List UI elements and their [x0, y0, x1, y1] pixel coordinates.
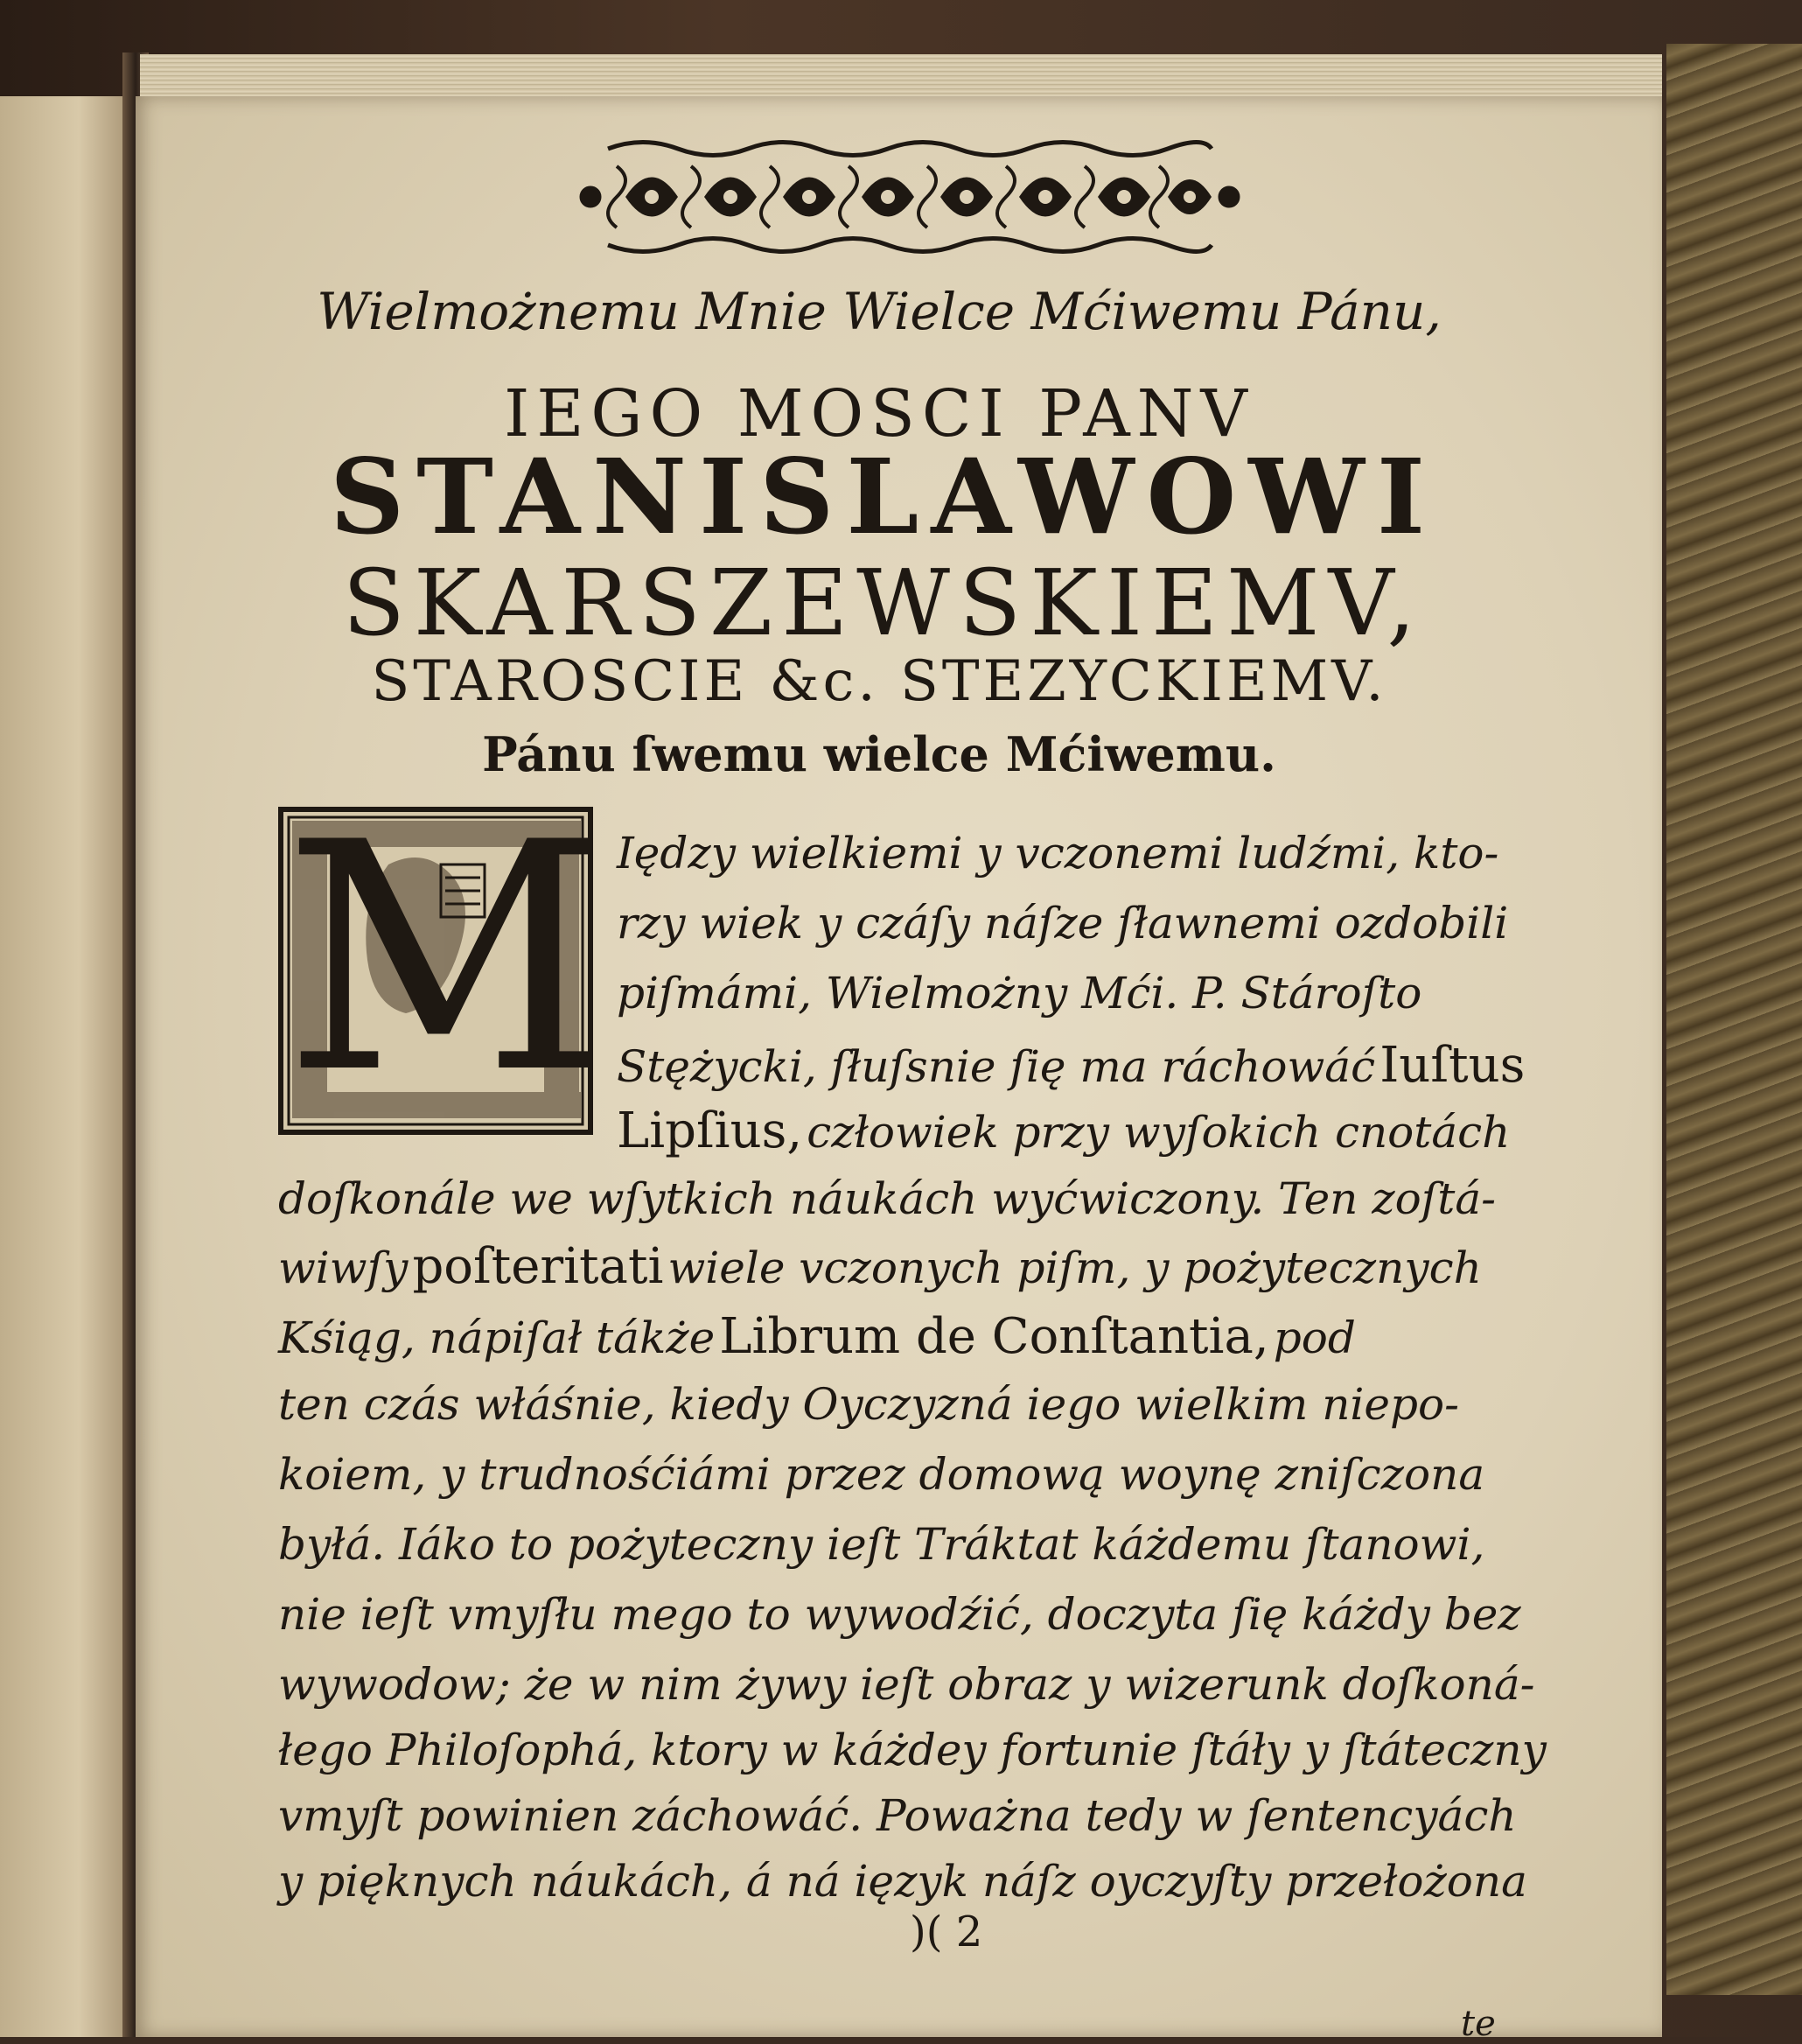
dedication-line-1: Wielmożnemu Mnie Wielce Mćiwemu Pánu, — [317, 282, 1442, 341]
body-line-6: doſkonále we wſytkich náukách wyćwiczony. Ten zoſtá- — [278, 1173, 1497, 1224]
body-line-8-italic-a: Kśiąg, nápiſał tákże — [278, 1312, 716, 1363]
signature-mark: )( 2 — [910, 1908, 983, 1956]
dedication-line-2: IEGO MOSCI PANV — [504, 376, 1254, 452]
body-line-4-italic: Stężycki, ſłuſsnie ſię ma ráchowáć — [617, 1041, 1376, 1092]
body-line-7-roman: poſteritati — [412, 1238, 664, 1295]
initial-letter: M — [283, 775, 606, 1142]
body-line-8-italic-b: pod — [1273, 1312, 1356, 1363]
ornament-band-icon — [573, 131, 1247, 262]
body-line-15: vmyſt powinien záchowáć. Poważna tedy w ſentencyách — [278, 1790, 1517, 1841]
body-line-4 — [617, 1037, 1526, 1094]
body-line-7-italic-a: wiwſy — [278, 1242, 409, 1293]
body-line-12: nie ieſt vmyſłu mego to wywodźić, doczyta ſię káżdy bez — [278, 1589, 1521, 1640]
left-page-edge — [0, 96, 131, 2037]
body-line-16: y pięknych náukách, á ná ięzyk náſz oyczyſty przełożona — [278, 1856, 1527, 1907]
body-line-8-roman: Librum de Conſtantia, — [719, 1308, 1269, 1365]
body-line-14: łego Philoſophá, ktory w káżdey fortunie ſtáły y ſtáteczny — [278, 1725, 1547, 1775]
body-line-9: ten czás włáśnie, kiedy Oyczyzná iego wielkim niepo- — [278, 1379, 1459, 1430]
body-line-4-roman: Iuſtus — [1379, 1037, 1526, 1094]
body-line-11: byłá. Iáko to pożyteczny ieſt Tráktat káżdemu ſtanowi, — [278, 1519, 1485, 1570]
body-line-2: rzy wiek y czáſy náſze ſławnemi ozdobili — [617, 898, 1509, 948]
body-line-3: piſmámi, Wielmożny Mći. P. Stároſto — [617, 968, 1422, 1018]
body-line-8 — [278, 1308, 1356, 1365]
catchword: te — [1461, 2004, 1496, 2044]
marbled-cover — [1666, 44, 1802, 1995]
body-line-13: wywodow; że w nim żywy ieſt obraz y wizerunk doſkoná- — [278, 1659, 1535, 1710]
body-line-5-roman: Lipſius, — [617, 1102, 803, 1159]
dedication-closing-line: Pánu ſwemu wielce Mćiwemu. — [482, 726, 1276, 782]
dedication-title-line: STAROSCIE &c. STEZYCKIEMV. — [371, 649, 1387, 714]
body-line-10: koiem, y trudnośćiámi przez domową woynę zniſczona — [278, 1449, 1485, 1500]
dedication-name-line: STANISLAWOWI — [329, 436, 1438, 557]
body-line-1: Iędzy wielkiemi y vczonemi ludźmi, kto- — [617, 828, 1499, 878]
body-line-5-italic: człowiek przy wyſokich cnotách — [807, 1107, 1511, 1158]
body-line-5 — [617, 1102, 1511, 1159]
body-line-7 — [278, 1238, 1482, 1295]
decorated-initial — [278, 775, 606, 1142]
dedication-surname-line: SKARSZEWSKIEMV, — [342, 550, 1425, 656]
body-line-7-italic-b: wiele vczonych piſm, y pożytecznych — [667, 1242, 1482, 1293]
